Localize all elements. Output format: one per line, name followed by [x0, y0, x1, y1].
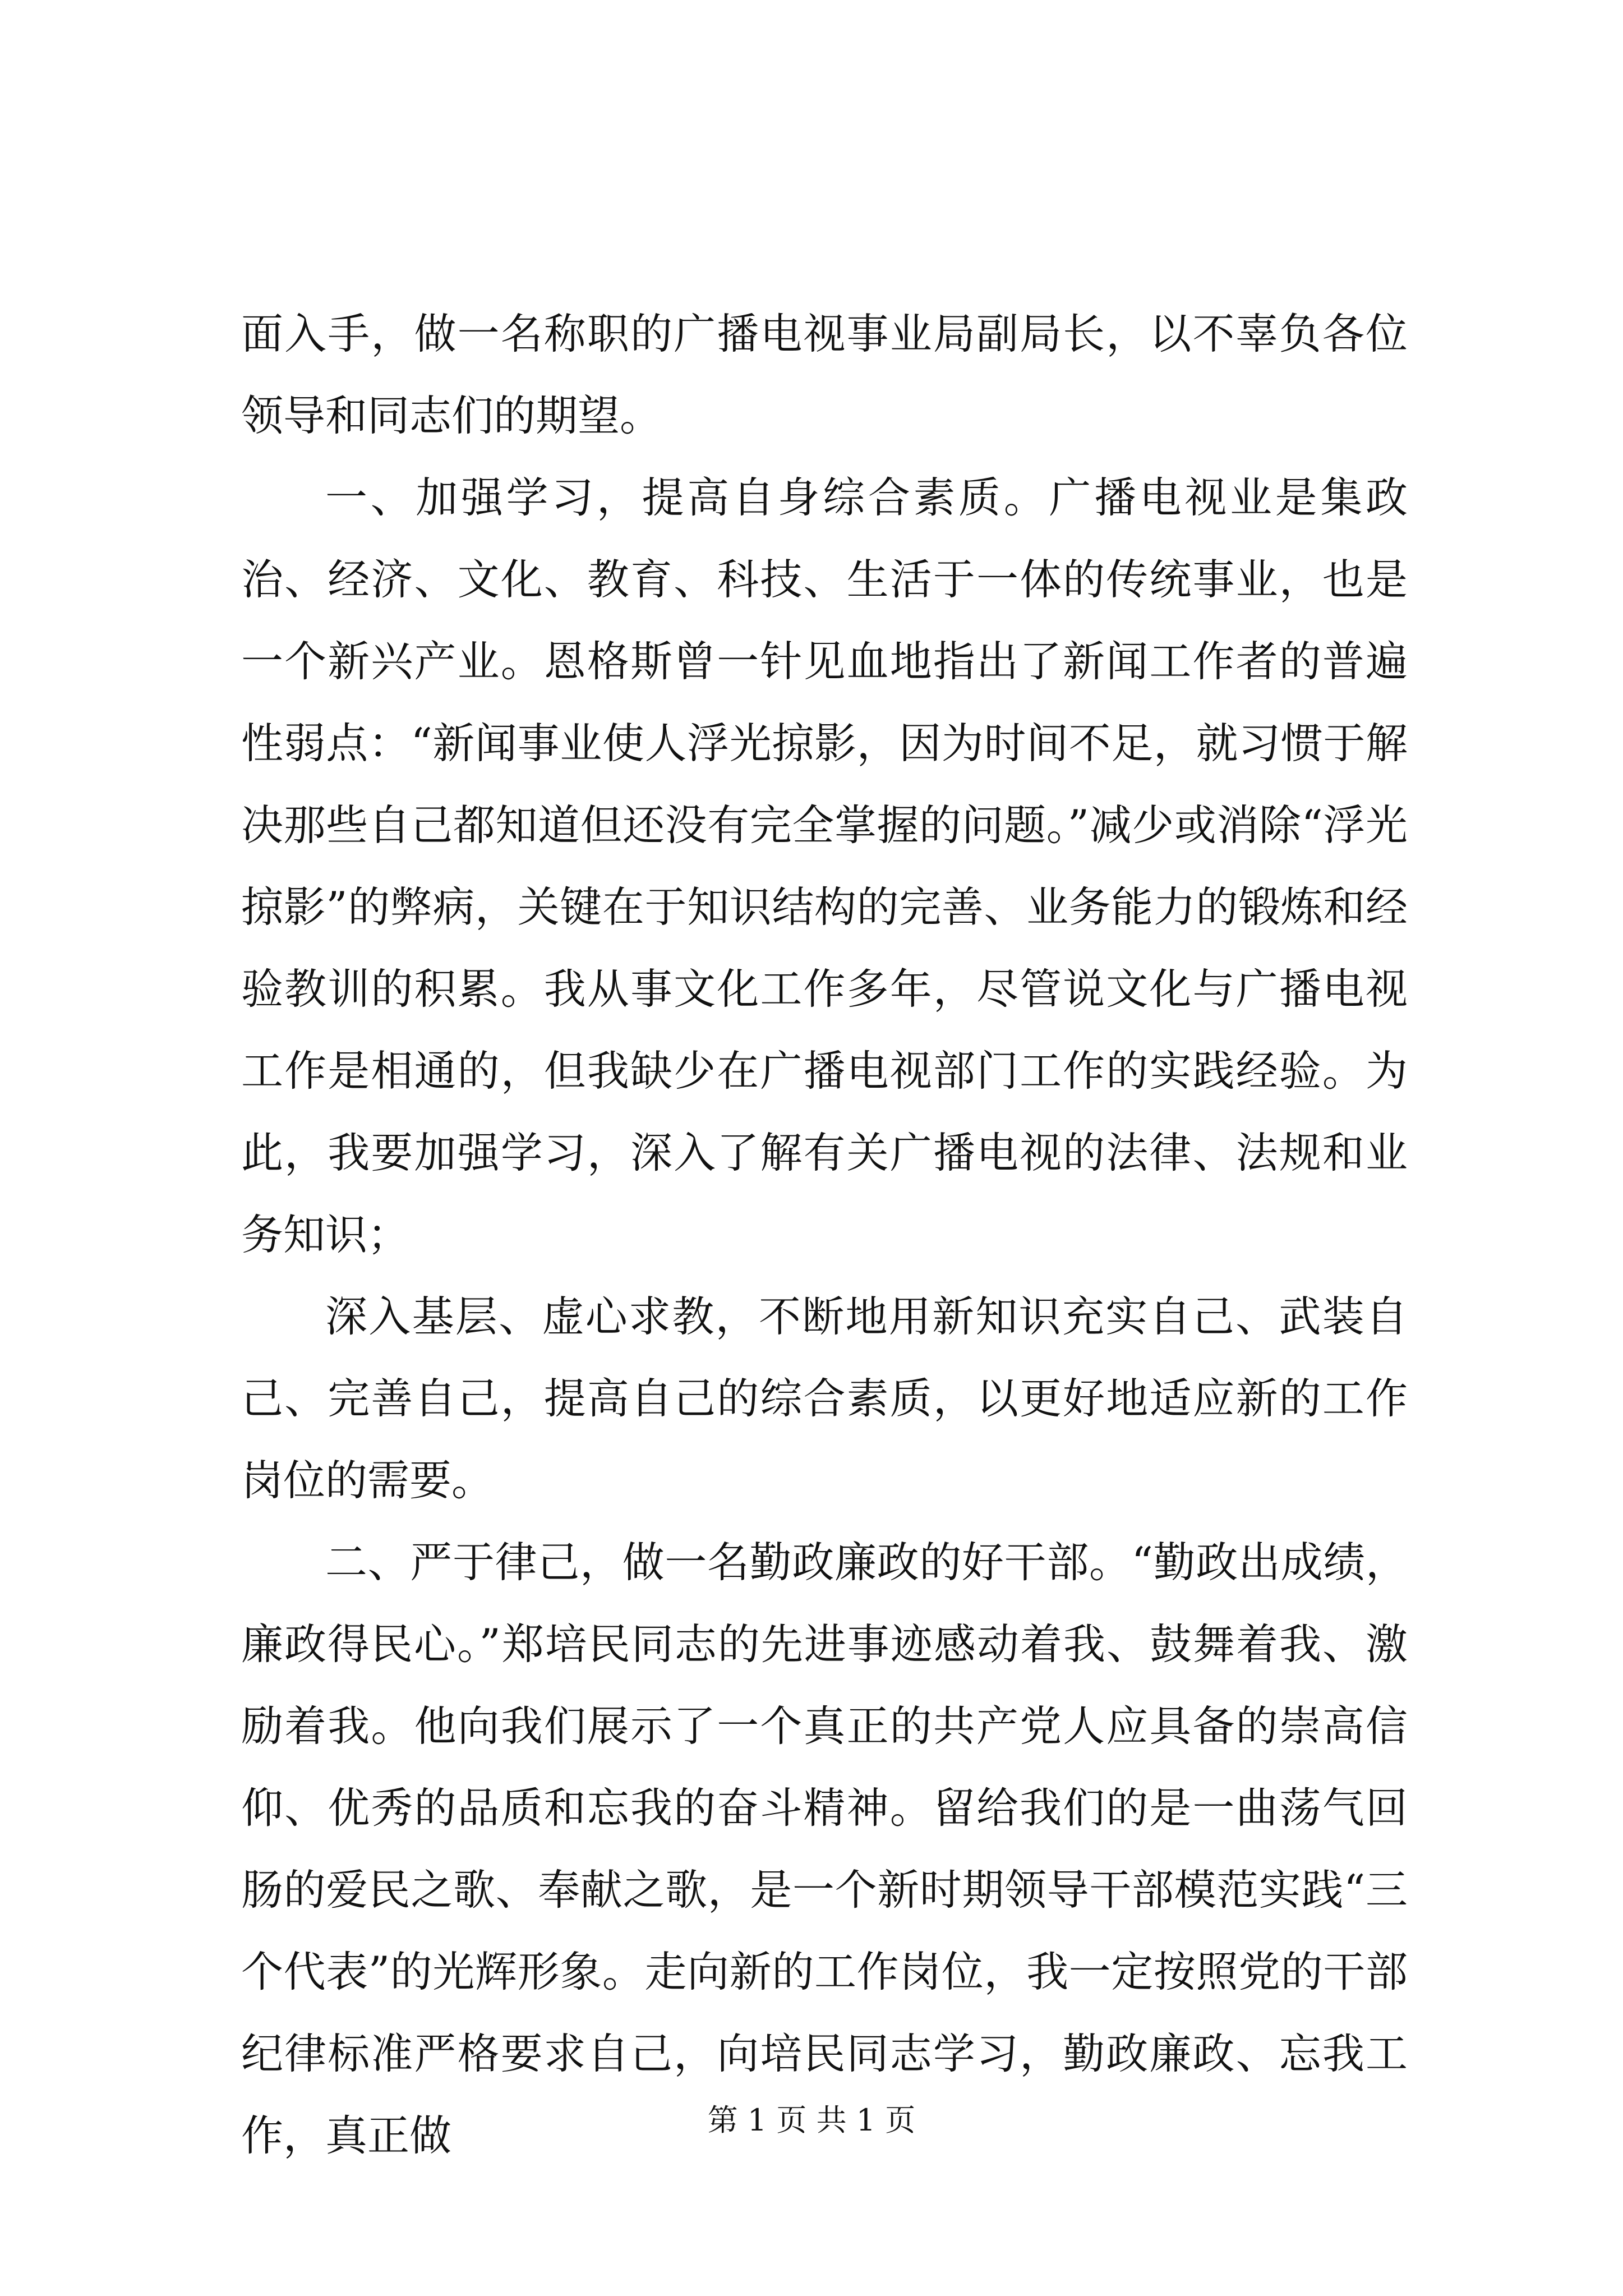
body-paragraph-4: 二、严于律己，做一名勤政廉政的好干部。“勤政出成绩，廉政得民心。”郑培民同志的先进事迹感动着我、鼓舞着我、激励着我。他向我们展示了一个真正的共产党人应具备的崇高信仰、优秀的品质和忘我的奋斗精神。留给我们的是一曲荡气回肠的爱民之歌、奉献之歌，是一个新时期领导干部模范实践“三个代表”的光辉形象。走向新的工作岗位，我一定按照党的干部纪律标准严格要求自己，向培民同志学习，勤政廉政、忘我工作，真正做 — [241, 1538, 1408, 2160]
body-paragraph-2: 一、加强学习，提高自身综合素质。广播电视业是集政治、经济、文化、教育、科技、生活于一体的传统事业，也是一个新兴产业。恩格斯曾一针见血地指出了新闻工作者的普遍性弱点：“新闻事业使人浮光掠影，因为时间不足，就习惯于解决那些自己都知道但还没有完全掌握的问题。”减少或消除“浮光掠影”的弊病，关键在于知识结构的完善、业务能力的锻炼和经验教训的积累。我从事文化工作多年，尽管说文化与广播电视工作是相通的，但我缺少在广播电视部门工作的实践经验。为此，我要加强学习，深入了解有关广播电视的法律、法规和业务知识； — [241, 473, 1408, 1259]
document-body — [241, 293, 1408, 2177]
body-paragraph-1: 面入手，做一名称职的广播电视事业局副局长，以不辜负各位领导和同志们的期望。 — [241, 309, 1408, 440]
page-number-label: 第 1 页 共 1 页 — [707, 2102, 916, 2138]
body-paragraph-3: 深入基层、虚心求教，不断地用新知识充实自己、武装自己、完善自己，提高自己的综合素质，以更好地适应新的工作岗位的需要。 — [241, 1292, 1408, 1505]
page-footer — [0, 2098, 1623, 2143]
